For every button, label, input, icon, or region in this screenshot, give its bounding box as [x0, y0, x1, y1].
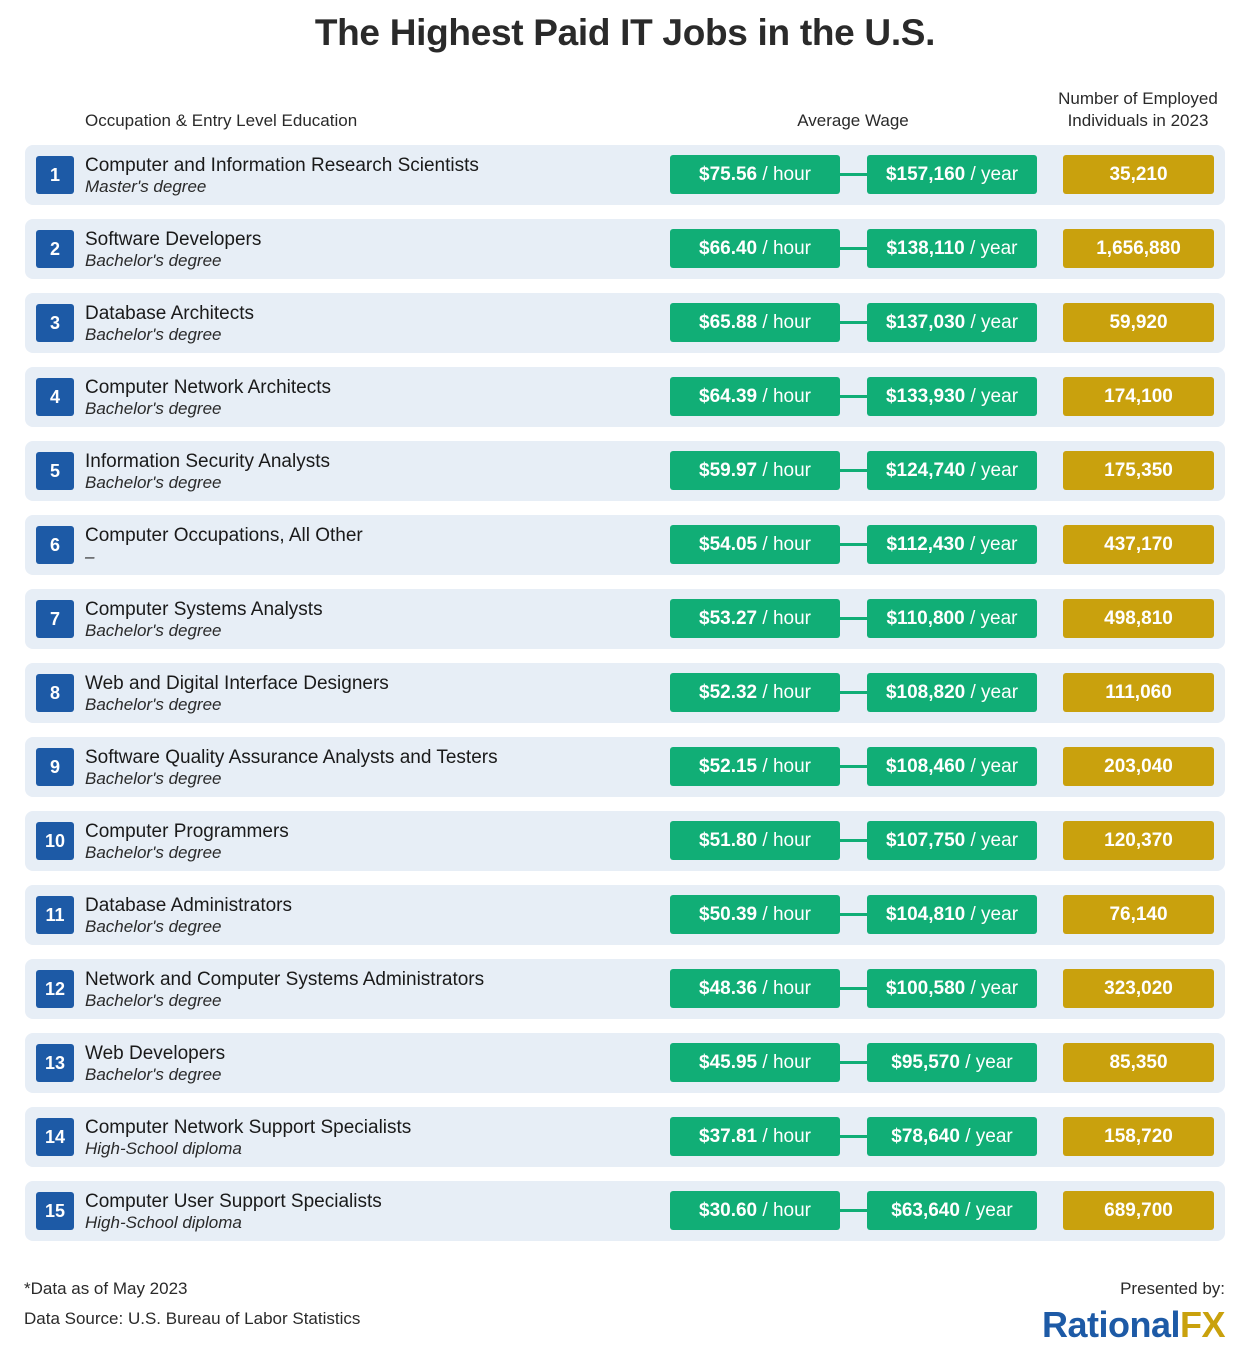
table-row [25, 1033, 1225, 1093]
hourly-wage-value: $54.05 [699, 534, 758, 555]
rank-badge: 9 [36, 748, 74, 786]
yearly-wage-pill [867, 229, 1037, 268]
wage-connector [840, 765, 867, 768]
occupation-name: Computer User Support Specialists [85, 1191, 382, 1212]
wage-connector [840, 395, 867, 398]
hourly-wage-value: $37.81 [699, 1126, 758, 1147]
entry-education: Master's degree [85, 177, 207, 196]
hourly-unit: / hour [762, 1126, 811, 1147]
wage-connector [840, 1061, 867, 1064]
hourly-wage-value: $75.56 [699, 164, 758, 185]
occupation-name: Computer Occupations, All Other [85, 525, 363, 546]
hourly-wage-value: $65.88 [699, 312, 758, 333]
entry-education: Bachelor's degree [85, 1065, 222, 1084]
yearly-wage-pill [867, 155, 1037, 194]
rank-badge: 12 [36, 970, 74, 1008]
table-row [25, 589, 1225, 649]
entry-education: Bachelor's degree [85, 473, 222, 492]
yearly-wage-pill [867, 821, 1037, 860]
header-occupation: Occupation & Entry Level Education [85, 111, 358, 130]
rank-badge: 10 [36, 822, 74, 860]
yearly-unit: / year [970, 978, 1019, 999]
yearly-wage-pill [867, 673, 1037, 712]
wage-connector [840, 543, 867, 546]
table-row [25, 663, 1225, 723]
hourly-unit: / hour [762, 1200, 811, 1221]
employed-count-pill: 111,060 [1063, 673, 1214, 712]
hourly-wage-pill [670, 229, 840, 268]
rank-badge: 2 [36, 230, 74, 268]
occupation-name: Computer and Information Research Scientists [85, 155, 479, 176]
yearly-wage-value: $137,030 [885, 312, 966, 333]
hourly-wage-pill [670, 821, 840, 860]
entry-education: Bachelor's degree [85, 251, 222, 270]
yearly-wage-value: $138,110 [886, 238, 965, 259]
entry-education: Bachelor's degree [85, 325, 222, 344]
yearly-wage-value: $78,640 [891, 1126, 960, 1147]
employed-count-pill: 323,020 [1063, 969, 1214, 1008]
occupation-name: Software Quality Assurance Analysts and Testers [85, 747, 498, 768]
hourly-wage-value: $64.39 [699, 386, 758, 407]
hourly-wage-pill [670, 599, 840, 638]
hourly-unit: / hour [762, 238, 811, 259]
wage-connector [840, 469, 867, 472]
entry-education: Bachelor's degree [85, 399, 222, 418]
employed-count-pill: 203,040 [1063, 747, 1214, 786]
hourly-wage-pill [670, 303, 840, 342]
footnote-date: *Data as of May 2023 [24, 1279, 188, 1298]
wage-connector [840, 839, 867, 842]
header-employed: Number of Employed Individuals in 2023 [1058, 89, 1218, 130]
yearly-unit: / year [970, 386, 1019, 407]
employed-count-pill: 498,810 [1063, 599, 1214, 638]
yearly-unit: / year [969, 238, 1018, 259]
wage-connector [840, 321, 867, 324]
entry-education: Bachelor's degree [85, 695, 222, 714]
table-row [25, 441, 1225, 501]
entry-education: – [85, 547, 95, 566]
rank-badge: 4 [36, 378, 74, 416]
table-row [25, 367, 1225, 427]
hourly-wage-pill [670, 1043, 840, 1082]
yearly-wage-value: $110,800 [886, 608, 965, 629]
hourly-unit: / hour [762, 682, 811, 703]
table-row [25, 811, 1225, 871]
rank-badge: 14 [36, 1118, 74, 1156]
hourly-unit: / hour [762, 1052, 811, 1073]
wage-connector [840, 1135, 867, 1138]
hourly-wage-value: $51.80 [699, 830, 758, 851]
table-row [25, 515, 1225, 575]
employed-count-pill: 174,100 [1063, 377, 1214, 416]
yearly-wage-pill [867, 747, 1037, 786]
yearly-unit: / year [970, 756, 1019, 777]
hourly-wage-pill [670, 1191, 840, 1230]
entry-education: Bachelor's degree [85, 621, 222, 640]
yearly-unit: / year [970, 830, 1019, 851]
yearly-wage-value: $63,640 [891, 1200, 960, 1221]
yearly-unit: / year [970, 312, 1019, 333]
table-row [25, 1107, 1225, 1167]
occupation-name: Information Security Analysts [85, 451, 330, 472]
hourly-wage-pill [670, 451, 840, 490]
yearly-wage-pill [867, 451, 1037, 490]
yearly-wage-pill [867, 1117, 1037, 1156]
occupation-name: Web Developers [85, 1043, 226, 1064]
employed-count-pill: 76,140 [1063, 895, 1214, 934]
yearly-unit: / year [965, 1200, 1013, 1221]
hourly-unit: / hour [762, 534, 811, 555]
hourly-wage-pill [670, 1117, 840, 1156]
rank-badge: 13 [36, 1044, 74, 1082]
yearly-wage-value: $104,810 [885, 904, 966, 925]
entry-education: Bachelor's degree [85, 769, 222, 788]
wage-connector [840, 617, 867, 620]
occupation-name: Computer Network Support Specialists [85, 1117, 412, 1138]
yearly-unit: / year [970, 164, 1019, 185]
employed-count-pill: 120,370 [1063, 821, 1214, 860]
table-row [25, 145, 1225, 205]
entry-education: Bachelor's degree [85, 991, 222, 1010]
yearly-wage-value: $95,570 [891, 1052, 960, 1073]
entry-education: High-School diploma [85, 1139, 242, 1158]
occupation-name: Database Administrators [85, 895, 292, 916]
rank-badge: 11 [36, 896, 74, 934]
table-row [25, 959, 1225, 1019]
occupation-name: Computer Programmers [85, 821, 289, 842]
employed-count-pill: 85,350 [1063, 1043, 1214, 1082]
yearly-wage-pill [867, 1043, 1037, 1082]
rank-badge: 8 [36, 674, 74, 712]
hourly-wage-value: $53.27 [699, 608, 758, 629]
yearly-unit: / year [965, 1052, 1013, 1073]
yearly-unit: / year [970, 904, 1019, 925]
yearly-unit: / year [969, 534, 1018, 555]
table-row [25, 737, 1225, 797]
occupation-name: Computer Systems Analysts [85, 599, 323, 620]
occupation-name: Software Developers [85, 229, 262, 250]
logo-text-rational: Rational [1041, 1304, 1180, 1345]
employed-count-pill: 158,720 [1063, 1117, 1214, 1156]
hourly-wage-pill [670, 377, 840, 416]
hourly-unit: / hour [762, 312, 811, 333]
yearly-wage-pill [867, 303, 1037, 342]
hourly-wage-value: $52.32 [699, 682, 758, 703]
entry-education: Bachelor's degree [85, 917, 222, 936]
yearly-unit: / year [970, 460, 1019, 481]
rank-badge: 1 [36, 156, 74, 194]
employed-count-pill: 59,920 [1063, 303, 1214, 342]
table-row [25, 885, 1225, 945]
table-row [25, 293, 1225, 353]
yearly-unit: / year [969, 608, 1018, 629]
yearly-wage-pill [867, 525, 1037, 564]
wage-connector [840, 913, 867, 916]
hourly-wage-pill [670, 155, 840, 194]
hourly-wage-value: $59.97 [699, 460, 758, 481]
hourly-wage-value: $30.60 [699, 1200, 758, 1221]
hourly-unit: / hour [762, 386, 811, 407]
employed-count-pill: 175,350 [1063, 451, 1214, 490]
wage-connector [840, 987, 867, 990]
rank-badge: 7 [36, 600, 74, 638]
occupation-name: Computer Network Architects [85, 377, 332, 398]
yearly-unit: / year [970, 682, 1019, 703]
hourly-unit: / hour [762, 608, 811, 629]
yearly-wage-value: $108,460 [885, 756, 966, 777]
hourly-wage-value: $66.40 [699, 238, 758, 259]
page-title: The Highest Paid IT Jobs in the U.S. [314, 12, 936, 53]
hourly-wage-pill [670, 895, 840, 934]
wage-connector [840, 247, 867, 250]
hourly-unit: / hour [762, 460, 811, 481]
hourly-wage-pill [670, 969, 840, 1008]
yearly-wage-pill [867, 969, 1037, 1008]
hourly-wage-value: $48.36 [699, 978, 758, 999]
yearly-wage-pill [867, 599, 1037, 638]
footnote-source: Data Source: U.S. Bureau of Labor Statistics [24, 1309, 361, 1328]
yearly-unit: / year [965, 1126, 1013, 1147]
hourly-unit: / hour [762, 830, 811, 851]
occupation-name: Network and Computer Systems Administrators [85, 969, 485, 990]
occupation-name: Web and Digital Interface Designers [85, 673, 389, 694]
yearly-wage-value: $157,160 [885, 164, 966, 185]
hourly-wage-pill [670, 673, 840, 712]
yearly-wage-value: $133,930 [885, 386, 966, 407]
entry-education: High-School diploma [85, 1213, 242, 1232]
rationalfx-logo [1042, 1303, 1225, 1347]
rank-badge: 5 [36, 452, 74, 490]
hourly-unit: / hour [762, 164, 811, 185]
wage-connector [840, 173, 867, 176]
logo-text-fx: FX [1179, 1304, 1225, 1345]
employed-count-pill: 689,700 [1063, 1191, 1214, 1230]
presented-by-label: Presented by: [1120, 1279, 1225, 1298]
hourly-wage-value: $45.95 [699, 1052, 758, 1073]
wage-connector [840, 1209, 867, 1212]
employed-count-pill: 1,656,880 [1063, 229, 1214, 268]
yearly-wage-value: $112,430 [886, 534, 965, 555]
table-row [25, 1181, 1225, 1241]
yearly-wage-pill [867, 377, 1037, 416]
employed-count-pill: 35,210 [1063, 155, 1214, 194]
hourly-unit: / hour [762, 978, 811, 999]
rank-badge: 3 [36, 304, 74, 342]
hourly-wage-pill [670, 525, 840, 564]
header-average-wage: Average Wage [797, 111, 909, 130]
rank-badge: 6 [36, 526, 74, 564]
table-row [25, 219, 1225, 279]
rank-badge: 15 [36, 1192, 74, 1230]
employed-count-pill: 437,170 [1063, 525, 1214, 564]
hourly-wage-pill [670, 747, 840, 786]
hourly-wage-value: $50.39 [699, 904, 758, 925]
yearly-wage-pill [867, 1191, 1037, 1230]
hourly-unit: / hour [762, 756, 811, 777]
yearly-wage-value: $107,750 [885, 830, 966, 851]
wage-connector [840, 691, 867, 694]
yearly-wage-value: $124,740 [885, 460, 966, 481]
yearly-wage-pill [867, 895, 1037, 934]
hourly-wage-value: $52.15 [699, 756, 758, 777]
yearly-wage-value: $100,580 [885, 978, 966, 999]
entry-education: Bachelor's degree [85, 843, 222, 862]
occupation-name: Database Architects [85, 303, 254, 324]
hourly-unit: / hour [762, 904, 811, 925]
yearly-wage-value: $108,820 [885, 682, 966, 703]
